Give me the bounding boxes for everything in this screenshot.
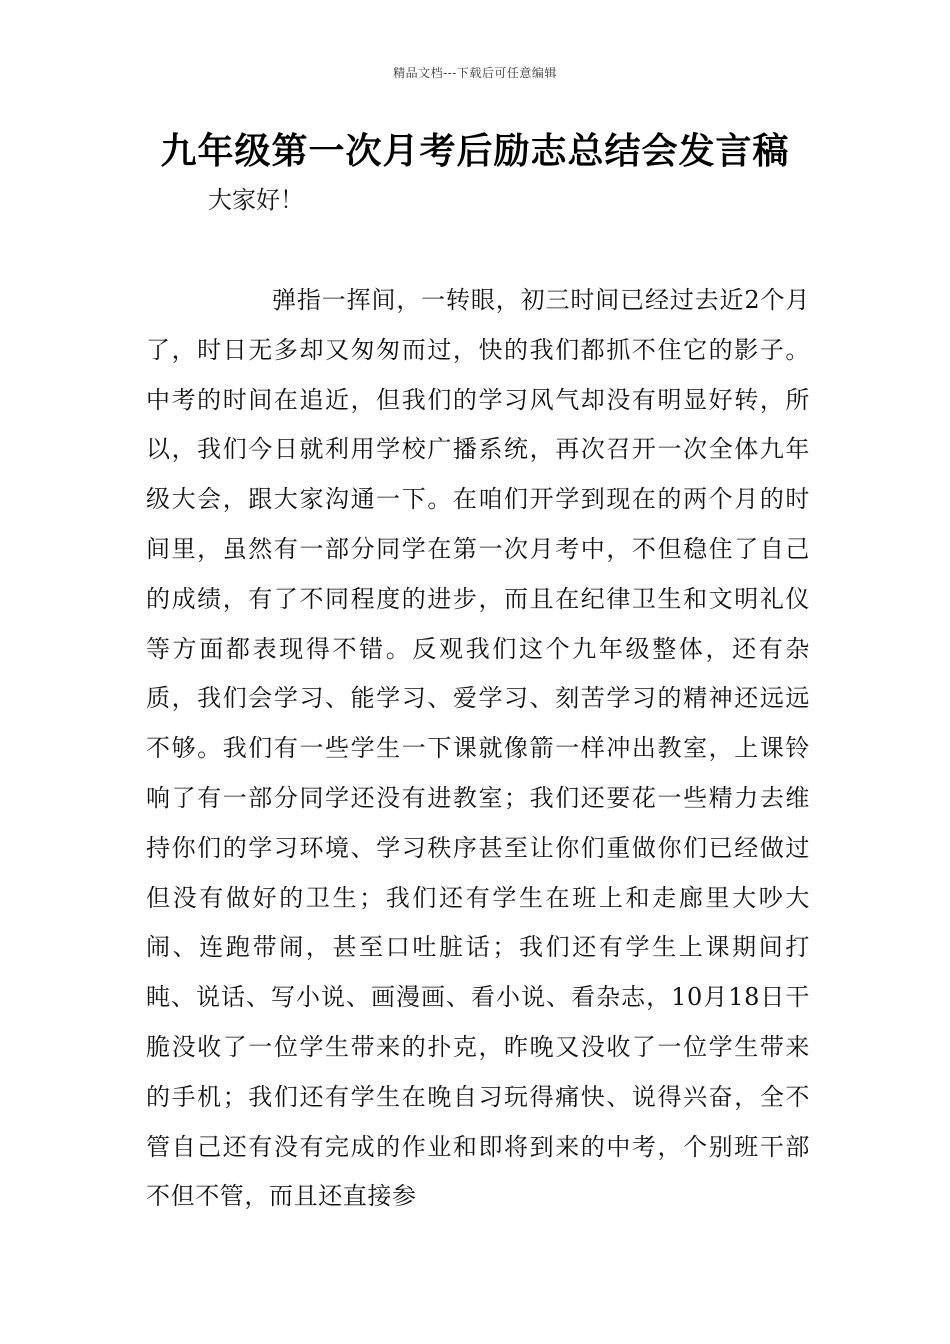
- document-title: 九年级第一次月考后励志总结会发言稿: [160, 131, 790, 172]
- greeting: 大家好！: [208, 186, 304, 214]
- body-paragraph: 弹指一挥间，一转眼，初三时间已经过去近2个月了，时日无多却又匆匆而过，快的我们都抓不住它的影子。中考的时间在追近，但我们的学习风气却没有明显好转，所以，我们今日就利用学校广播系统，再次召开一次全体九年级大会，跟大家沟通一下。在咱们开学到现在的两个月的时间里，虽然有一部分同学在第一次月考中，不但稳住了自己的成绩，有了不同程度的进步，而且在纪律卫生和文明礼仪等方面都表现得不错。反观我们这个九年级整体，还有杂质，我们会学习、能学习、爱学习、刻苦学习的精神还远远不够。我们有一些学生一下课就像箭一样冲出教室，上课铃响了有一部分同学还没有进教室；我们还要花一些精力去维持你们的学习环境、学习秩序甚至让你们重做你们已经做过但没有做好的卫生；我们还有学生在班上和走廊里大吵大闹、连跑带闹，甚至口吐脏话；我们还有学生上课期间打盹、说话、写小说、画漫画、看小说、看杂志，10月18日干脆没收了一位学生带来的扑克，昨晚又没收了一位学生带来的手机；我们还有学生在晚自习玩得痛快、说得兴奋，全不管自己还有没有完成的作业和即将到来的中考，个别班干部不但不管，而且还直接参: [146, 286, 810, 1211]
- header-note: 精品文档---下载后可任意编辑: [393, 66, 557, 80]
